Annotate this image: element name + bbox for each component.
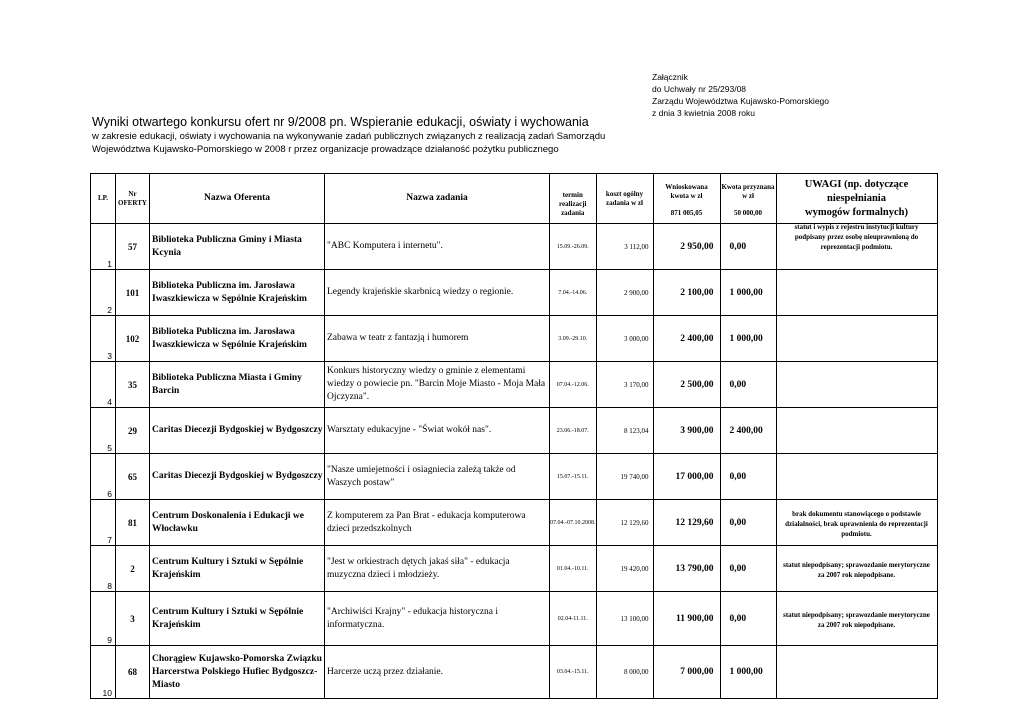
- organization-name-cell: Centrum Kultury i Sztuki w Sępólnie Krajeńskim: [150, 592, 325, 646]
- remarks-cell: [776, 270, 937, 316]
- remarks-text: statut niepodpisany; sprawozdanie merytoryczne za 2007 rok niepodpisane.: [783, 560, 930, 579]
- granted-amount-cell: 1 000,00: [720, 316, 776, 362]
- realization-term-cell: 01.04.-10.11.: [550, 546, 597, 592]
- granted-amount-cell: 2 400,00: [720, 408, 776, 454]
- remarks-cell: [776, 646, 937, 699]
- offer-number-cell: 2: [116, 546, 150, 592]
- subtitle-line: Województwa Kujawsko-Pomorskiego w 2008 r przez organizacje prowadzące działaność pożytku publicznego: [92, 144, 559, 155]
- remarks-cell: [776, 546, 937, 592]
- row-number-cell: 8: [91, 546, 116, 592]
- total-cost-cell: 2 900,00: [596, 270, 653, 316]
- task-name-cell: Z komputerem za Pan Brat - edukacja komputerowa dzieci przedszkolnych: [325, 500, 550, 546]
- table-header-row: [91, 174, 938, 224]
- remarks-text: statut i wypis z rejestru instytucji kultury podpisany przez osobę nieuprawnioną do reprezentacji podmiotu.: [794, 223, 919, 251]
- total-cost-cell: 19 420,00: [596, 546, 653, 592]
- total-cost-cell: 19 740,00: [596, 454, 653, 500]
- header-requested-amount: [653, 174, 720, 224]
- realization-term-cell: 07.04.-12.06.: [550, 362, 597, 408]
- table-row: [91, 546, 938, 592]
- requested-amount-cell: 17 000,00: [653, 454, 720, 500]
- header-text: wymogów formalnych): [805, 206, 908, 218]
- task-name-cell: "Nasze umiejetności i osiagniecia zależą także od Waszych postaw": [325, 454, 550, 500]
- granted-amount-cell: 0,00: [720, 362, 776, 408]
- total-cost-cell: 8 000,00: [596, 646, 653, 699]
- organization-name-cell: Centrum Kultury i Sztuki w Sępólnie Krajeńskim: [150, 546, 325, 592]
- document-subtitle: [92, 130, 605, 156]
- row-number-cell: 3: [91, 316, 116, 362]
- offer-number-cell: 68: [116, 646, 150, 699]
- realization-term-cell: 23.06.-18.07.: [550, 408, 597, 454]
- total-cost-cell: 3 000,00: [596, 316, 653, 362]
- total-cost-cell: 3 112,00: [596, 224, 653, 270]
- header-text: zadania: [561, 209, 585, 217]
- offer-number-cell: 65: [116, 454, 150, 500]
- granted-amount-cell: 0,00: [720, 500, 776, 546]
- organization-name-cell: Biblioteka Publiczna im. Jarosława Iwaszkiewicza w Sępólnie Krajeńskim: [150, 316, 325, 362]
- annex-line: do Uchwały nr 25/293/08: [652, 84, 747, 94]
- annex-line: Załącznik: [652, 72, 688, 82]
- row-number-cell: 1: [91, 224, 116, 270]
- header-lp: LP.: [91, 174, 116, 224]
- header-total-cost: [596, 174, 653, 224]
- requested-amount-cell: 2 100,00: [653, 270, 720, 316]
- organization-name-cell: Chorągiew Kujawsko-Pomorska Związku Harcerstwa Polskiego Hufiec Bydgoszcz-Miasto: [150, 646, 325, 699]
- row-number-cell: 2: [91, 270, 116, 316]
- granted-amount-cell: 0,00: [720, 454, 776, 500]
- row-number-cell: 4: [91, 362, 116, 408]
- requested-amount-cell: 2 500,00: [653, 362, 720, 408]
- organization-name-cell: Biblioteka Publiczna Miasta i Gminy Barcin: [150, 362, 325, 408]
- row-number-cell: 10: [91, 646, 116, 699]
- remarks-cell: [776, 362, 937, 408]
- granted-total: 50 000,00: [734, 208, 762, 217]
- results-table: [90, 173, 938, 699]
- organization-name-cell: Caritas Diecezji Bydgoskiej w Bydgoszczy: [150, 454, 325, 500]
- total-cost-cell: 12 129,60: [596, 500, 653, 546]
- offer-number-cell: 81: [116, 500, 150, 546]
- header-remarks: [776, 174, 937, 224]
- requested-amount-cell: 7 000,00: [653, 646, 720, 699]
- offer-number-cell: 101: [116, 270, 150, 316]
- offer-number-cell: 102: [116, 316, 150, 362]
- table-row: [91, 224, 938, 270]
- row-number-cell: 9: [91, 592, 116, 646]
- header-term: [550, 174, 597, 224]
- annex-line: z dnia 3 kwietnia 2008 roku: [652, 108, 756, 118]
- annex-note: [652, 71, 829, 119]
- table-row: [91, 592, 938, 646]
- total-cost-cell: 8 123,04: [596, 408, 653, 454]
- realization-term-cell: 07.04.-07.10.2008.: [550, 500, 597, 546]
- header-text: Kwota przyznana: [721, 182, 775, 191]
- table-row: [91, 270, 938, 316]
- row-number-cell: 5: [91, 408, 116, 454]
- granted-amount-cell: 0,00: [720, 546, 776, 592]
- header-text: Wnioskowana: [665, 182, 708, 191]
- granted-amount-cell: 0,00: [720, 592, 776, 646]
- realization-term-cell: 02.04-11.11.: [550, 592, 597, 646]
- task-name-cell: "Archiwiści Krajny" - edukacja historyczna i informatyczna.: [325, 592, 550, 646]
- row-number-cell: 6: [91, 454, 116, 500]
- remarks-cell: [776, 454, 937, 500]
- remarks-cell: [776, 592, 937, 646]
- table-row: [91, 316, 938, 362]
- organization-name-cell: Caritas Diecezji Bydgoskiej w Bydgoszczy: [150, 408, 325, 454]
- realization-term-cell: 7.04.-14.06.: [550, 270, 597, 316]
- requested-amount-cell: 13 790,00: [653, 546, 720, 592]
- header-text: w zł: [742, 191, 754, 200]
- offer-number-cell: 57: [116, 224, 150, 270]
- header-text: realizacji: [559, 200, 587, 208]
- header-text: koszt ogólny: [605, 189, 644, 198]
- requested-amount-cell: 12 129,60: [653, 500, 720, 546]
- remarks-cell: [776, 500, 937, 546]
- document-title: Wyniki otwartego konkursu ofert nr 9/2008 pn. Wspieranie edukacji, oświaty i wychowania: [92, 115, 589, 129]
- table-row: [91, 500, 938, 546]
- table-row: [91, 362, 938, 408]
- task-name-cell: Legendy krajeńskie skarbnicą wiedzy o regionie.: [325, 270, 550, 316]
- task-name-cell: Zabawa w teatr z fantazją i humorem: [325, 316, 550, 362]
- table-row: [91, 646, 938, 699]
- task-name-cell: "Jest w orkiestrach dętych jakaś siła" - edukacja muzyczna dzieci i młodzieży.: [325, 546, 550, 592]
- requested-amount-cell: 3 900,00: [653, 408, 720, 454]
- header-text: Nr: [128, 189, 137, 198]
- realization-term-cell: 15.09.-26.09.: [550, 224, 597, 270]
- remarks-cell: [776, 224, 937, 270]
- header-organization: Nazwa Oferenta: [150, 174, 325, 224]
- organization-name-cell: Biblioteka Publiczna im. Jarosława Iwaszkiewicza w Sępólnie Krajeńskim: [150, 270, 325, 316]
- task-name-cell: Harcerze uczą przez działanie.: [325, 646, 550, 699]
- requested-amount-cell: 2 950,00: [653, 224, 720, 270]
- task-name-cell: Warsztaty edukacyjne - "Świat wokół nas".: [325, 408, 550, 454]
- header-text: zadania w zł: [606, 198, 643, 207]
- header-text: kwota w zł: [670, 191, 703, 200]
- granted-amount-cell: 0,00: [720, 224, 776, 270]
- row-number-cell: 7: [91, 500, 116, 546]
- subtitle-line: w zakresie edukacji, oświaty i wychowania na wykonywanie zadań publicznych związanych z realizacją zadań Samorządu: [92, 131, 606, 142]
- requested-amount-cell: 11 900,00: [653, 592, 720, 646]
- realization-term-cell: 3.09.-29.10.: [550, 316, 597, 362]
- granted-amount-cell: 1 000,00: [720, 646, 776, 699]
- total-cost-cell: 13 100,00: [596, 592, 653, 646]
- annex-line: Zarządu Województwa Kujawsko-Pomorskiego: [652, 96, 830, 106]
- table-row: [91, 454, 938, 500]
- task-name-cell: Konkurs historyczny wiedzy o gminie z elementami wiedzy o powiecie pn. "Barcin Moje Miasto - Moja Mała Ojczyzna".: [325, 362, 550, 408]
- organization-name-cell: Centrum Doskonalenia i Edukacji we Włocławku: [150, 500, 325, 546]
- table-row: [91, 408, 938, 454]
- header-text: OFERTY: [118, 198, 147, 207]
- header-offer-number: [116, 174, 150, 224]
- offer-number-cell: 35: [116, 362, 150, 408]
- requested-total: 871 005,05: [670, 208, 703, 217]
- granted-amount-cell: 1 000,00: [720, 270, 776, 316]
- task-name-cell: "ABC Komputera i internetu".: [325, 224, 550, 270]
- realization-term-cell: 03.04.-15.11.: [550, 646, 597, 699]
- total-cost-cell: 3 170,00: [596, 362, 653, 408]
- requested-amount-cell: 2 400,00: [653, 316, 720, 362]
- header-granted-amount: [720, 174, 776, 224]
- header-text: UWAGI (np. dotyczące niespełniania: [804, 178, 909, 204]
- offer-number-cell: 3: [116, 592, 150, 646]
- organization-name-cell: Biblioteka Publiczna Gminy i Miasta Kcynia: [150, 224, 325, 270]
- realization-term-cell: 15.07.-15.11.: [550, 454, 597, 500]
- remarks-text: statut niepodpisany; sprawozdanie merytoryczne za 2007 rok niepodpisane.: [783, 610, 930, 629]
- remarks-cell: [776, 316, 937, 362]
- remarks-cell: [776, 408, 937, 454]
- remarks-text: brak dokumentu stanowiącego o podstawie działalności, brak uprawnienia do reprezentacji podmiotu.: [785, 509, 928, 538]
- header-text: termin: [562, 191, 583, 199]
- header-task: Nazwa zadania: [325, 174, 550, 224]
- offer-number-cell: 29: [116, 408, 150, 454]
